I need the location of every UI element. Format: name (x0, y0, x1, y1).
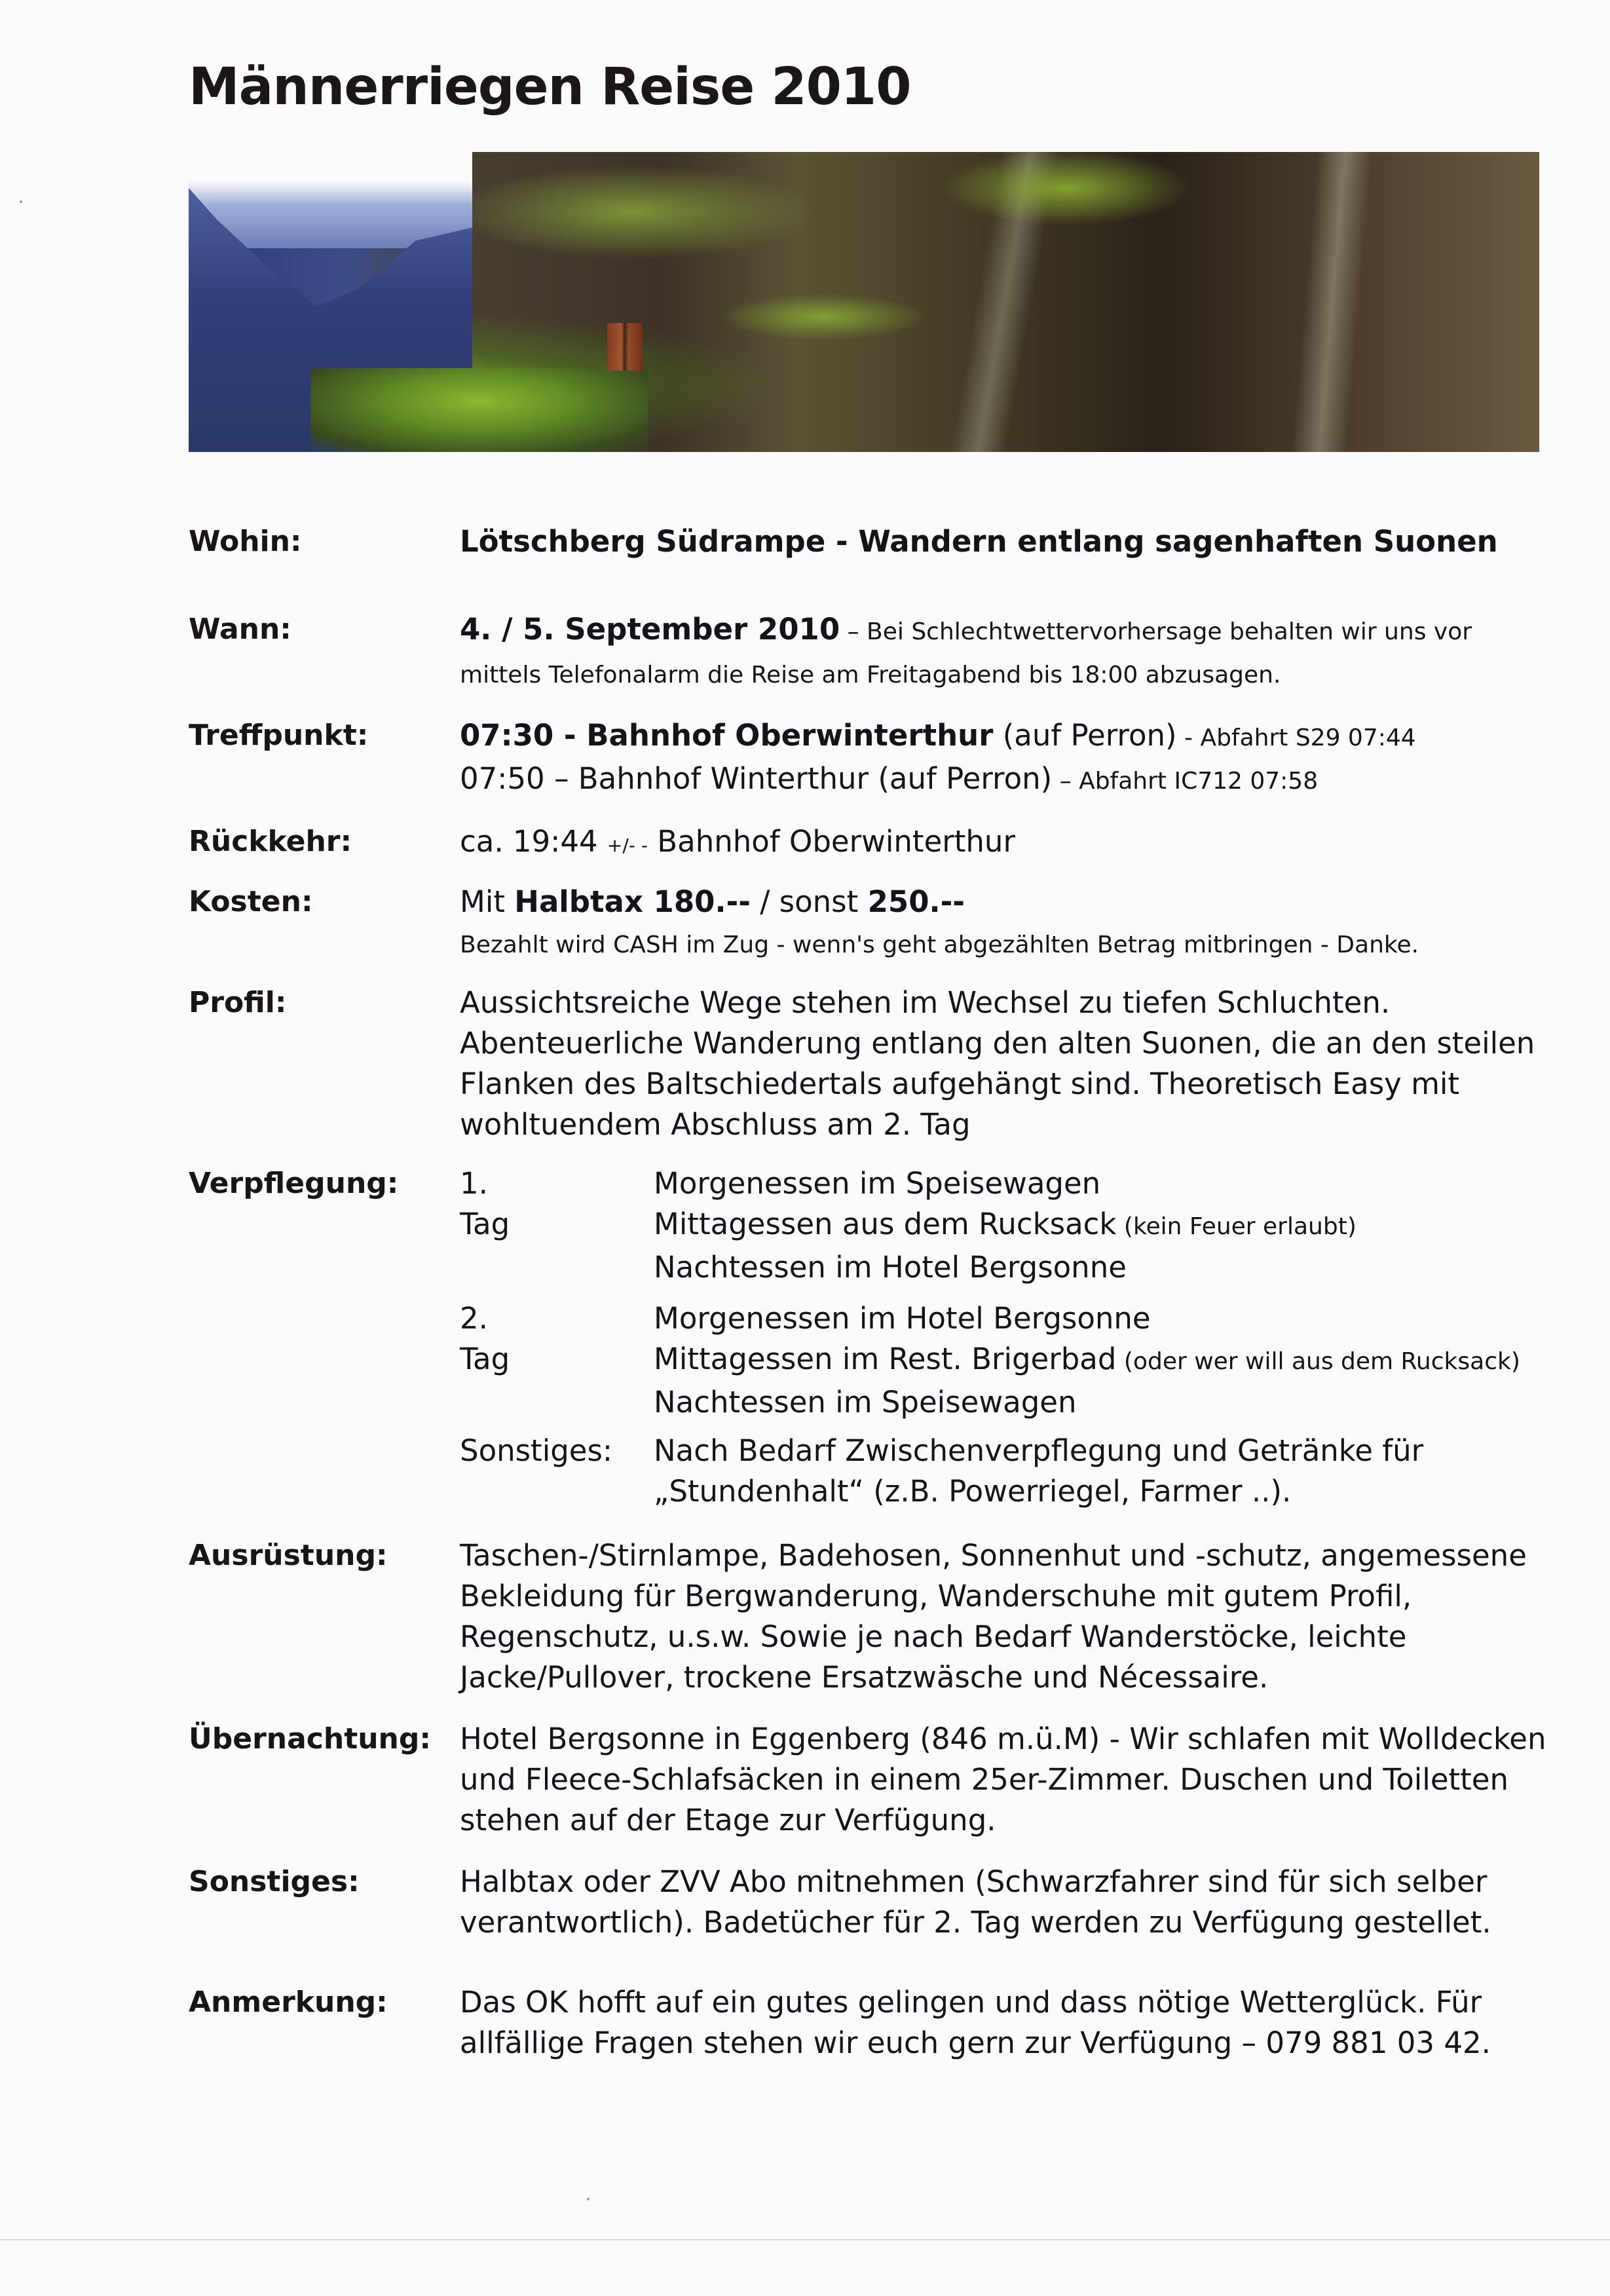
meal-item (654, 1247, 1357, 1288)
anmerkung-line: allfällige Fragen stehen wir euch gern zur Verfügung – 079 881 03 42. (460, 2025, 1491, 2060)
sonstiges-label: Sonstiges: (189, 1865, 360, 1898)
meal-text: Nachtessen im Hotel Bergsonne (654, 1250, 1127, 1285)
wann-content (460, 609, 1472, 696)
kosten-sonst: 250.-- (867, 884, 965, 919)
meal-text: Mittagessen aus dem Rucksack (654, 1207, 1117, 1241)
verpflegung-other-label: Sonstiges: (460, 1433, 613, 1468)
sonstiges-line: verantwortlich). Badetücher für 2. Tag werden zu Verfügung gestellet. (460, 1905, 1491, 1940)
uebernachtung-content (460, 1719, 1546, 1841)
ausruestung-label: Ausrüstung: (189, 1539, 388, 1572)
ausruestung-content (460, 1535, 1527, 1698)
verpflegung-label: Verpflegung: (189, 1167, 399, 1200)
wohin-destination: Lötschberg Südrampe - Wandern entlang sagenhaften Suonen (460, 524, 1498, 559)
ausruestung-line: Jacke/Pullover, trockene Ersatzwäsche und Nécessaire. (460, 1660, 1269, 1695)
day2-label: 2. Tag (460, 1301, 510, 1376)
kosten-note: Bezahlt wird CASH im Zug - wenn's geht abgezählten Betrag mitbringen - Danke. (460, 932, 1419, 958)
kosten-middle: / sonst (750, 884, 868, 919)
scan-edge-line (0, 2239, 1610, 2240)
day2-meals (654, 1298, 1520, 1423)
day1-label: 1. Tag (460, 1166, 510, 1241)
wann-label: Wann: (189, 612, 291, 646)
mountain-gorge-photo (189, 152, 1539, 452)
ausruestung-line: Bekleidung für Bergwanderung, Wanderschuhe mit gutem Profil, (460, 1579, 1412, 1613)
meal-note: (kein Feuer erlaubt) (1116, 1213, 1357, 1240)
treffpunkt-line1-bold: 07:30 - Bahnhof Oberwinterthur (460, 718, 994, 753)
kosten-halbtax: Halbtax 180.-- (514, 884, 751, 919)
other-line: „Stundenhalt“ (z.B. Powerriegel, Farmer ..). (654, 1474, 1292, 1509)
meal-text: Morgenessen im Speisewagen (654, 1166, 1101, 1201)
treffpunkt-line1-normal: (auf Perron) (993, 718, 1177, 753)
meal-item (654, 1204, 1357, 1247)
treffpunkt-line1-departure: - Abfahrt S29 07:44 (1176, 725, 1416, 751)
ausruestung-line: Taschen-/Stirnlampe, Badehosen, Sonnenhut und -schutz, angemessene (460, 1538, 1527, 1573)
kosten-prefix: Mit (460, 884, 515, 919)
uebernachtung-label: Übernachtung: (189, 1722, 431, 1756)
ausruestung-line: Regenschutz, u.s.w. Sowie je nach Bedarf Wanderstöcke, leichte (460, 1619, 1407, 1654)
treffpunkt-label: Treffpunkt: (189, 719, 369, 752)
scan-speck (20, 200, 22, 203)
wann-date: 4. / 5. September 2010 (460, 612, 840, 647)
anmerkung-line: Das OK hofft auf ein gutes gelingen und dass nötige Wetterglück. Für (460, 1985, 1482, 2020)
rueckkehr-content (460, 821, 1015, 866)
photo-hikers (607, 323, 643, 371)
day1-meals (654, 1163, 1357, 1288)
uebernachtung-line: Hotel Bergsonne in Eggenberg (846 m.ü.M) - Wir schlafen mit Wolldecken (460, 1722, 1546, 1756)
rueckkehr-time: ca. 19:44 (460, 824, 607, 859)
wann-note-line2: mittels Telefonalarm die Reise am Freitagabend bis 18:00 abzusagen. (460, 662, 1281, 688)
anmerkung-content (460, 1982, 1491, 2063)
rueckkehr-label: Rückkehr: (189, 825, 352, 858)
uebernachtung-line: stehen auf der Etage zur Verfügung. (460, 1803, 996, 1837)
verpflegung-other-content (654, 1431, 1423, 1512)
profil-content (460, 983, 1535, 1145)
meal-item (654, 1382, 1520, 1423)
profil-label: Profil: (189, 986, 287, 1019)
uebernachtung-line: und Fleece-Schlafsäcken in einem 25er-Zimmer. Duschen und Toiletten (460, 1762, 1508, 1797)
meal-item (654, 1298, 1520, 1339)
scan-speck (587, 2198, 590, 2200)
kosten-label: Kosten: (189, 885, 313, 918)
anmerkung-label: Anmerkung: (189, 1985, 388, 2019)
meal-note: (oder wer will aus dem Rucksack) (1116, 1348, 1520, 1375)
rueckkehr-place: Bahnhof Oberwinterthur (647, 824, 1015, 859)
profil-line: wohltuendem Abschluss am 2. Tag (460, 1107, 971, 1142)
meal-item (654, 1163, 1357, 1204)
treffpunkt-content (460, 715, 1416, 802)
meal-text: Nachtessen im Speisewagen (654, 1385, 1077, 1420)
photo-green-ledge (310, 368, 648, 452)
profil-line: Aussichtsreiche Wege stehen im Wechsel zu tiefen Schluchten. (460, 985, 1391, 1020)
meal-item (654, 1339, 1520, 1382)
meal-text: Mittagessen im Rest. Brigerbad (654, 1342, 1117, 1376)
wann-note-line1: – Bei Schlechtwettervorhersage behalten wir uns vor (840, 618, 1472, 645)
profil-line: Flanken des Baltschiedertals aufgehängt sind. Theoretisch Easy mit (460, 1066, 1460, 1101)
treffpunkt-line2-normal: 07:50 – Bahnhof Winterthur (auf Perron) (460, 761, 1053, 796)
meal-text: Morgenessen im Hotel Bergsonne (654, 1301, 1151, 1336)
treffpunkt-line2-departure: – Abfahrt IC712 07:58 (1052, 768, 1319, 795)
profil-line: Abenteuerliche Wanderung entlang den alten Suonen, die an den steilen (460, 1026, 1535, 1061)
page-title: Männerriegen Reise 2010 (189, 58, 911, 117)
sonstiges-content (460, 1862, 1491, 1943)
other-line: Nach Bedarf Zwischenverpflegung und Getränke für (654, 1433, 1424, 1468)
rueckkehr-tolerance: +/- - (607, 835, 648, 856)
sonstiges-line: Halbtax oder ZVV Abo mitnehmen (Schwarzfahrer sind für sich selber (460, 1864, 1488, 1899)
kosten-content (460, 882, 1419, 963)
wohin-label: Wohin: (189, 525, 302, 558)
